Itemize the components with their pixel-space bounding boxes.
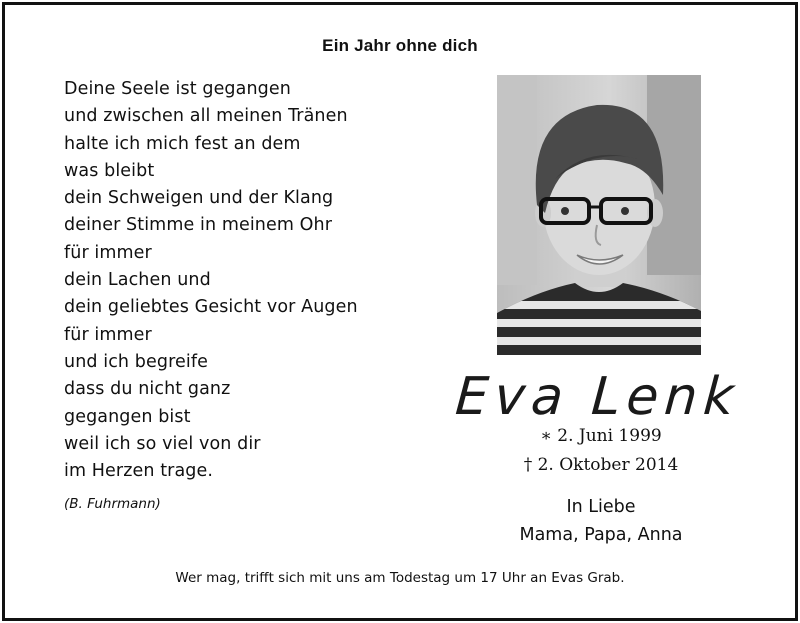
deceased-name bbox=[450, 362, 750, 430]
poem-line: für immer bbox=[64, 324, 152, 345]
death-date: † 2. Oktober 2014 bbox=[523, 455, 679, 475]
poem-line: halte ich mich fest an dem bbox=[64, 133, 301, 154]
poem-line: dein Schweigen und der Klang bbox=[64, 188, 334, 209]
poem-line: und ich begreife bbox=[64, 351, 208, 372]
poem-line: was bleibt bbox=[64, 160, 155, 181]
footer-note: Wer mag, trifft sich mit uns am Todestag um 17 Uhr an Evas Grab. bbox=[175, 570, 625, 586]
portrait-photo bbox=[497, 75, 701, 355]
notice-title: Ein Jahr ohne dich bbox=[322, 36, 478, 55]
poem-line: Deine Seele ist gegangen bbox=[64, 79, 291, 99]
poem bbox=[64, 76, 358, 485]
poem-line: gegangen bist bbox=[64, 406, 191, 427]
poem-line: deiner Stimme in meinem Ohr bbox=[64, 215, 333, 236]
signature-line-1: In Liebe bbox=[566, 497, 636, 517]
poem-author: (B. Fuhrmann) bbox=[64, 496, 161, 512]
poem-line: für immer bbox=[64, 242, 152, 263]
poem-line: weil ich so viel von dir bbox=[64, 433, 261, 454]
poem-line: dein Lachen und bbox=[64, 270, 211, 291]
poem-line: im Herzen trage. bbox=[64, 461, 214, 482]
signature-line-2: Mama, Papa, Anna bbox=[519, 525, 683, 545]
poem-line: dass du nicht ganz bbox=[64, 379, 231, 400]
birth-date: ∗ 2. Juni 1999 bbox=[540, 426, 662, 446]
poem-line: und zwischen all meinen Tränen bbox=[64, 106, 348, 127]
poem-line: dein geliebtes Gesicht vor Augen bbox=[64, 297, 358, 318]
deceased-name-text: Eva Lenk bbox=[453, 367, 742, 427]
